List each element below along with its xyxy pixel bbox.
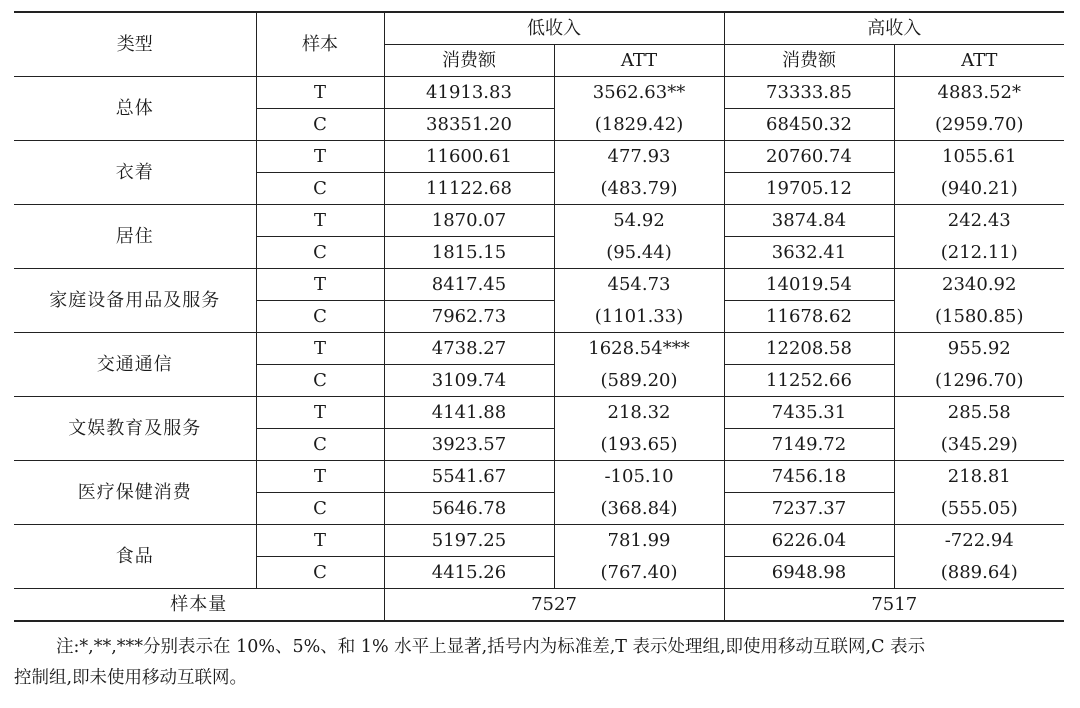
high-se: (1580.85) <box>894 301 1064 333</box>
group-c: C <box>256 109 384 141</box>
high-att: 242.43 <box>894 205 1064 237</box>
low-consumption-t: 4738.27 <box>384 333 554 365</box>
table-row <box>14 269 1064 301</box>
high-consumption-c: 68450.32 <box>724 109 894 141</box>
high-se: (212.11) <box>894 237 1064 269</box>
low-se: (1101.33) <box>554 301 724 333</box>
sample-size-low: 7527 <box>384 589 724 622</box>
low-att: -105.10 <box>554 461 724 493</box>
group-c: C <box>256 429 384 461</box>
category-cell: 家庭设备用品及服务 <box>14 269 256 333</box>
low-se: (767.40) <box>554 557 724 589</box>
group-t: T <box>256 525 384 557</box>
header-high-consumption: 消费额 <box>724 45 894 77</box>
low-att: 3562.63** <box>554 77 724 109</box>
low-se: (1829.42) <box>554 109 724 141</box>
low-att: 477.93 <box>554 141 724 173</box>
low-consumption-c: 7962.73 <box>384 301 554 333</box>
group-t: T <box>256 461 384 493</box>
low-consumption-t: 5541.67 <box>384 461 554 493</box>
low-att: 218.32 <box>554 397 724 429</box>
high-se: (555.05) <box>894 493 1064 525</box>
category-cell: 食品 <box>14 525 256 589</box>
low-att: 1628.54*** <box>554 333 724 365</box>
category-cell: 居住 <box>14 205 256 269</box>
group-t: T <box>256 269 384 301</box>
low-consumption-t: 8417.45 <box>384 269 554 301</box>
high-consumption-c: 11678.62 <box>724 301 894 333</box>
high-se: (940.21) <box>894 173 1064 205</box>
high-consumption-c: 19705.12 <box>724 173 894 205</box>
high-att: 285.58 <box>894 397 1064 429</box>
category-cell: 总体 <box>14 77 256 141</box>
low-consumption-t: 4141.88 <box>384 397 554 429</box>
low-consumption-c: 1815.15 <box>384 237 554 269</box>
group-t: T <box>256 333 384 365</box>
header-sample: 样本 <box>256 12 384 77</box>
table-row <box>14 205 1064 237</box>
header-type: 类型 <box>14 12 256 77</box>
category-cell: 交通通信 <box>14 333 256 397</box>
low-se: (368.84) <box>554 493 724 525</box>
group-c: C <box>256 365 384 397</box>
low-se: (589.20) <box>554 365 724 397</box>
high-consumption-t: 7435.31 <box>724 397 894 429</box>
low-consumption-c: 3109.74 <box>384 365 554 397</box>
table-row <box>14 141 1064 173</box>
table-row <box>14 397 1064 429</box>
group-t: T <box>256 77 384 109</box>
group-t: T <box>256 397 384 429</box>
sample-size-label: 样本量 <box>14 589 384 622</box>
low-att: 54.92 <box>554 205 724 237</box>
low-consumption-c: 11122.68 <box>384 173 554 205</box>
high-att: -722.94 <box>894 525 1064 557</box>
category-cell: 文娱教育及服务 <box>14 397 256 461</box>
results-table <box>14 11 1064 622</box>
high-att: 2340.92 <box>894 269 1064 301</box>
table-row <box>14 77 1064 109</box>
table-row <box>14 525 1064 557</box>
low-consumption-c: 38351.20 <box>384 109 554 141</box>
high-att: 1055.61 <box>894 141 1064 173</box>
header-low-income: 低收入 <box>384 12 724 45</box>
low-consumption-t: 41913.83 <box>384 77 554 109</box>
low-consumption-t: 5197.25 <box>384 525 554 557</box>
high-att: 218.81 <box>894 461 1064 493</box>
category-cell: 衣着 <box>14 141 256 205</box>
sample-size-row <box>14 589 1064 622</box>
high-se: (345.29) <box>894 429 1064 461</box>
sample-size-high: 7517 <box>724 589 1064 622</box>
high-consumption-c: 3632.41 <box>724 237 894 269</box>
low-se: (483.79) <box>554 173 724 205</box>
high-consumption-t: 6226.04 <box>724 525 894 557</box>
note-line-1: 注:*,**,***分别表示在 10%、5%、和 1% 水平上显著,括号内为标准差,T 表示处理组,即使用移动互联网,C 表示 <box>56 637 926 657</box>
header-low-att: ATT <box>554 45 724 77</box>
high-consumption-t: 73333.85 <box>724 77 894 109</box>
category-cell: 医疗保健消费 <box>14 461 256 525</box>
high-consumption-c: 6948.98 <box>724 557 894 589</box>
high-consumption-t: 20760.74 <box>724 141 894 173</box>
high-consumption-t: 14019.54 <box>724 269 894 301</box>
group-c: C <box>256 173 384 205</box>
high-se: (2959.70) <box>894 109 1064 141</box>
high-consumption-c: 7149.72 <box>724 429 894 461</box>
table-row <box>14 461 1064 493</box>
group-t: T <box>256 141 384 173</box>
group-c: C <box>256 301 384 333</box>
group-c: C <box>256 557 384 589</box>
high-se: (889.64) <box>894 557 1064 589</box>
header-high-att: ATT <box>894 45 1064 77</box>
low-att: 781.99 <box>554 525 724 557</box>
table-note <box>14 632 1066 694</box>
high-se: (1296.70) <box>894 365 1064 397</box>
high-consumption-t: 3874.84 <box>724 205 894 237</box>
low-consumption-c: 4415.26 <box>384 557 554 589</box>
low-se: (95.44) <box>554 237 724 269</box>
high-consumption-c: 7237.37 <box>724 493 894 525</box>
header-low-consumption: 消费额 <box>384 45 554 77</box>
header-high-income: 高收入 <box>724 12 1064 45</box>
group-t: T <box>256 205 384 237</box>
high-consumption-t: 12208.58 <box>724 333 894 365</box>
group-c: C <box>256 237 384 269</box>
note-line-2: 控制组,即未使用移动互联网。 <box>14 668 248 688</box>
high-att: 4883.52* <box>894 77 1064 109</box>
high-att: 955.92 <box>894 333 1064 365</box>
low-att: 454.73 <box>554 269 724 301</box>
low-consumption-t: 1870.07 <box>384 205 554 237</box>
low-consumption-c: 5646.78 <box>384 493 554 525</box>
low-se: (193.65) <box>554 429 724 461</box>
high-consumption-t: 7456.18 <box>724 461 894 493</box>
low-consumption-t: 11600.61 <box>384 141 554 173</box>
table-row <box>14 333 1064 365</box>
high-consumption-c: 11252.66 <box>724 365 894 397</box>
group-c: C <box>256 493 384 525</box>
low-consumption-c: 3923.57 <box>384 429 554 461</box>
header-row-top <box>14 12 1064 45</box>
